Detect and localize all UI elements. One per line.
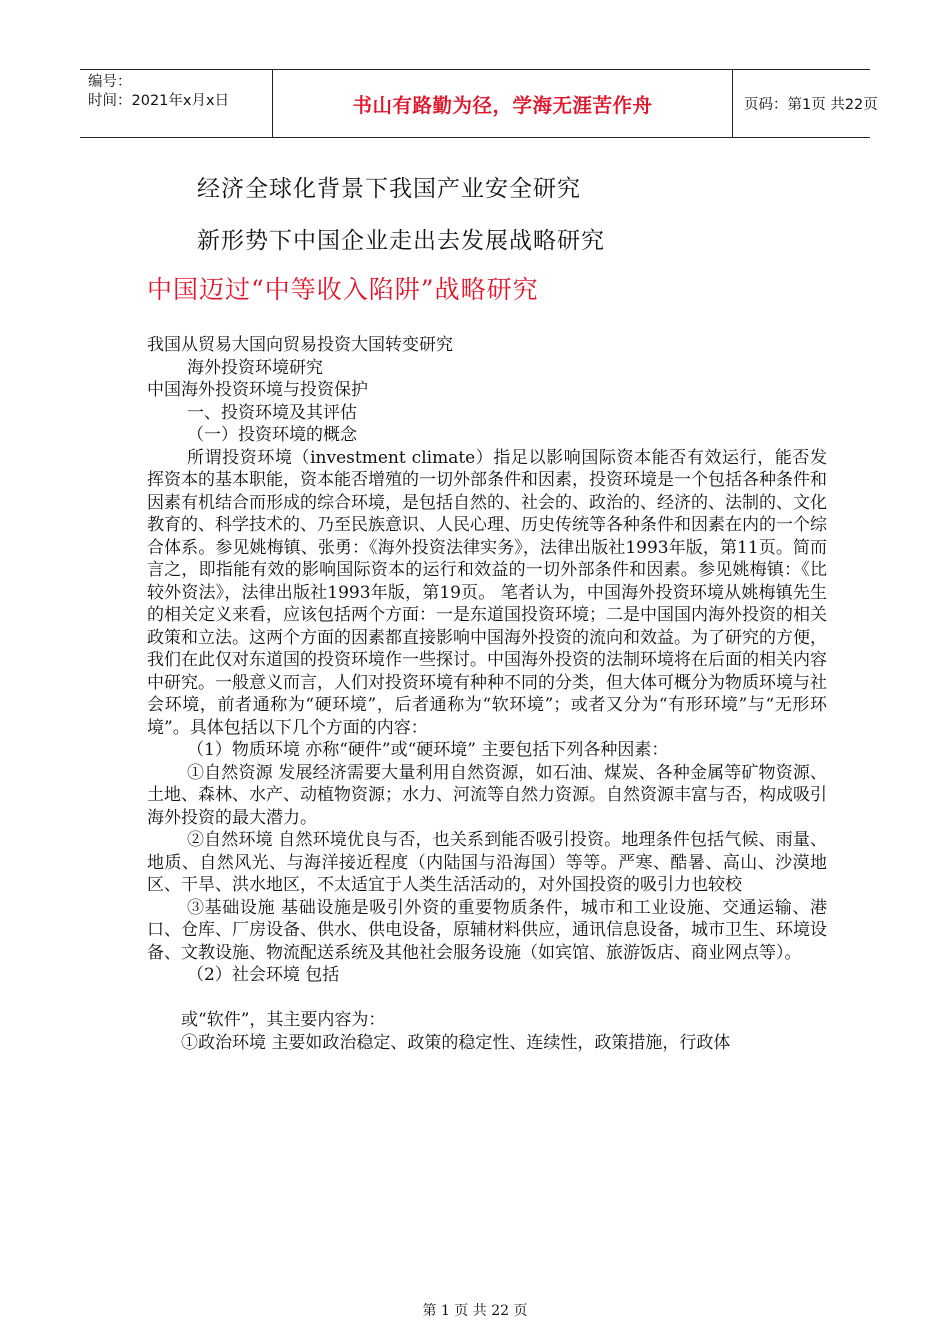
section-heading: 一、投资环境及其评估 bbox=[187, 402, 357, 423]
paragraph: 我国从贸易大国向贸易投资大国转变研究 bbox=[147, 335, 453, 355]
title-middle-income-trap: 中国迈过“中等收入陷阱”战略研究 bbox=[147, 275, 539, 304]
blank-line bbox=[147, 987, 827, 1010]
paragraph: ②自然环境 自然环境优良与否，也关系到能否吸引投资。地理条件包括气候、雨量、地质、自然风光、与海洋接近程度（内陆国与沿海国）等等。严寒、酷暑、高山、沙漠地区、干旱、洪水地区，不太适宜于人类生活活动的，对外国投资的吸引力也较校 bbox=[147, 830, 827, 895]
page-footer: 第 1 页 共 22 页 bbox=[422, 1303, 528, 1319]
header-page-label: 页码：第1页 共22页 bbox=[744, 97, 878, 113]
title-industry-security: 经济全球化背景下我国产业安全研究 bbox=[197, 176, 581, 202]
paragraph: 海外投资环境研究 bbox=[187, 357, 323, 378]
header-motto: 书山有路勤为径，学海无涯苦作舟 bbox=[273, 70, 733, 137]
paragraph: （2）社会环境 包括 bbox=[187, 965, 340, 985]
paragraph: ①自然资源 发展经济需要大量利用自然资源，如石油、煤炭、各种金属等矿物资源、土地、森林、水产、动植物资源；水力、河流等自然力资源。自然资源丰富与否，构成吸引海外投资的最大潜力。 bbox=[147, 762, 827, 828]
subsection-heading: （一）投资环境的概念 bbox=[187, 425, 357, 445]
title-going-out-strategy: 新形势下中国企业走出去发展战略研究 bbox=[197, 228, 605, 254]
document-body bbox=[147, 334, 827, 1054]
paragraph: （1）物质环境 亦称“硬件”或“硬环境” 主要包括下列各种因素： bbox=[187, 740, 669, 760]
paragraph: ①政治环境 主要如政治稳定、政策的稳定性、连续性，政策措施，行政体 bbox=[181, 1032, 731, 1053]
document-time-label: 时间：2021年x月x日 bbox=[88, 93, 230, 109]
paragraph: 或“软件”，其主要内容为： bbox=[181, 1010, 386, 1030]
paragraph: 所谓投资环境（investment climate）指足以影响国际资本能否有效运行，能否发挥资本的基本职能，资本能否增殖的一切外部条件和因素，投资环境是一个包括各种条件和因素有机结合而形成的综合环境，是包括自然的、社会的、政治的、经济的、法制的、文化教育的、科学技术的、乃至民族意识、人民心理、历史传统等各种条件和因素在内的一个综合体系。参见姚梅镇、张勇：《海外投资法律实务》，法律出版社1993年版，第11页。简而言之，即指能有效的影响国际资本的运行和效益的一切外部条件和因素。参见姚梅镇：《比较外资法》，法律出版社1993年版，第19页。 笔者认为，中国海外投资环境从姚梅镇先生的相关定义来看，应该包括两个方面：一是东道国投资环境；二是中国国内海外投资的相关政策和立法。这两个方面的因素都直接影响中国海外投资的流向和效益。为了研究的方便，我们在此仅对东道国的投资环境作一些探讨。中国海外投资的法制环境将在后面的相关内容中研究。一般意义而言，人们对投资环境有种种不同的分类，但大体可概分为物质环境与社会环境，前者通称为“硬环境”，后者通称为“软环境”；或者又分为“有形环境”与“无形环境”。具体包括以下几个方面的内容： bbox=[147, 447, 827, 738]
header-table bbox=[80, 69, 878, 138]
paragraph: ③基础设施 基础设施是吸引外资的重要物质条件，城市和工业设施、交通运输、港口、仓库、厂房设备、供水、供电设备，原辅材料供应，通讯信息设备，城市卫生、环境设备、文教设施、物流配送系统及其他社会服务设施（如宾馆、旅游饭店、商业网点等）。 bbox=[147, 897, 827, 963]
document-number-label: 编号： bbox=[88, 74, 132, 90]
header-meta-cell bbox=[80, 70, 273, 137]
paragraph: 中国海外投资环境与投资保护 bbox=[147, 380, 368, 400]
